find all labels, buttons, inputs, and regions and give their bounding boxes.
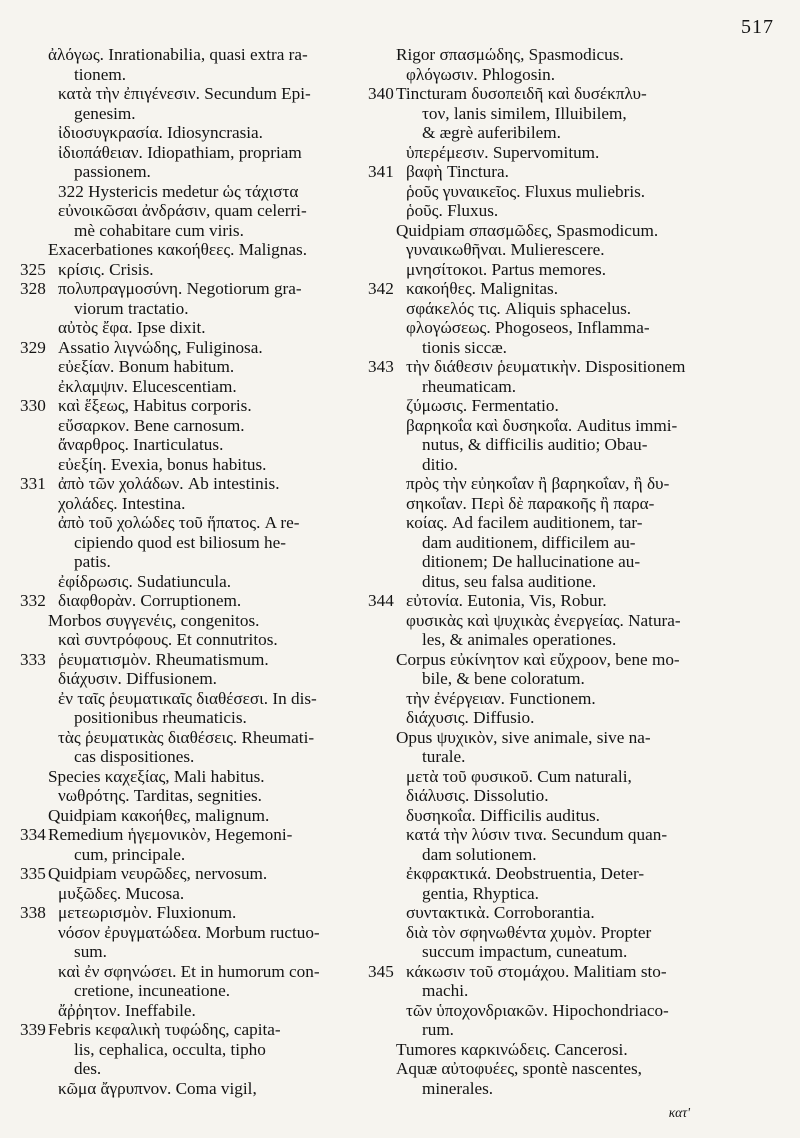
entry-text: succum impactum, cuneatum. [422,942,628,961]
entry-line [368,318,718,338]
entry-line [368,240,718,260]
entry-line [368,45,718,65]
entry-text: dam auditionem, difficilem au- [422,532,636,552]
entry-line [20,884,365,904]
entry-text: patis. [74,552,111,571]
entry-text: φυσικὰς καὶ ψυχικὰς ἐνεργείας. Natura- [406,610,681,630]
section-number: 332 [20,591,46,610]
entry-line [368,981,718,1001]
entry-line [368,455,718,475]
entry-text: καὶ ἐν σφηνώσει. Et in humorum con- [58,961,320,981]
entry-line [20,903,365,923]
entry-text: ἐκλαμψιν. Elucescentiam. [58,376,237,396]
entry-text: σηκοΐαν. Περὶ δὲ παρακοῆς ἢ παρα- [406,493,655,513]
entry-text: passionem. [74,162,151,181]
entry-line [368,1059,718,1079]
entry-line [20,84,365,104]
entry-line [368,84,718,104]
section-number: 339 [20,1020,46,1039]
entry-text: positionibus rheumaticis. [74,708,247,727]
entry-line [20,104,365,124]
entry-text: tionis siccæ. [422,337,507,357]
section-number: 331 [20,474,46,493]
catchword: κατ' [668,1105,690,1120]
entry-text: cipiendo quod est biliosum he- [74,532,286,552]
entry-text: εὐνοικῶσαι ἀνδράσιν, quam celerri- [58,201,307,220]
entry-line [20,279,365,299]
entry-line [368,435,718,455]
entry-line [20,260,365,280]
entry-line [20,162,365,182]
section-number: 345 [368,961,394,981]
entry-line [20,455,365,475]
entry-text: ἄῤῥητον. Ineffabile. [58,1000,196,1020]
entry-line [368,533,718,553]
entry-line [20,65,365,85]
entry-line [20,318,365,338]
entry-text: cretione, incuneatione. [74,981,231,1000]
entry-text: Tincturam δυσοπειδῆ καὶ δυσέκπλυ- [396,84,647,103]
entry-text: νωθρότης. Tarditas, segnities. [58,786,262,805]
entry-text: les, & animales operationes. [422,630,617,649]
entry-line [20,728,365,748]
entry-line [20,45,365,65]
entry-line [368,845,718,865]
entry-text: ditionem; De hallucinatione au- [422,552,641,571]
entry-text: κακοήθες. Malignitas. [406,279,559,298]
entry-line [20,689,365,709]
entry-line [368,630,718,650]
entry-text: Corpus εὐκίνητον καὶ εὔχροον, bene mo- [396,649,680,669]
entry-text: διάχυσιν. Diffusionem. [58,669,217,688]
section-number: 338 [20,903,46,922]
entry-text: μνησίτοκοι. Partus memores. [406,259,607,279]
entry-text: ἰδιοσυγκρασία. Idiosyncrasia. [58,123,263,142]
entry-line [20,981,365,1001]
entry-line [20,923,365,943]
entry-line [20,513,365,533]
entry-text: φλογώσεως. Phogoseos, Inflamma- [406,318,650,337]
entry-line [368,182,718,202]
entry-text: Rigor σπασμώδης, Spasmodicus. [396,45,624,64]
section-number: 342 [368,279,394,298]
entry-line [368,650,718,670]
entry-text: κοίας. Ad facilem auditionem, tar- [406,513,643,532]
entry-text: δυσηκοΐα. Difficilis auditus. [406,805,600,825]
entry-line [20,708,365,728]
entry-line [20,182,365,202]
entry-text: καὶ συντρόφους. Et connutritos. [58,630,278,649]
entry-text: cum, principale. [74,844,186,864]
entry-line [20,299,365,319]
entry-text: Assatio λιγνώδης, Fuliginosa. [58,337,263,357]
entry-line [368,338,718,358]
entry-line [368,260,718,280]
entry-text: ἐκφρακτικά. Deobstruentia, Deter- [406,864,645,883]
entry-text: τὴν διάθεσιν ῥευματικὴν. Dispositionem [406,357,686,376]
entry-line [368,65,718,85]
entry-line [20,1059,365,1079]
entry-text: κάκωσιν τοῦ στομάχου. Malitiam sto- [406,961,667,981]
entry-line [20,611,365,631]
entry-text: μυξῶδες. Mucosa. [58,883,185,903]
entry-text: νόσον ἐρυγματώδεα. Morbum ructuo- [58,922,320,942]
entry-line [20,143,365,163]
section-number: 333 [20,649,46,669]
entry-text: sum. [74,942,107,961]
entry-text: ἐν ταῖς ῥευματικαῖς διαθέσεσι. In dis- [58,688,317,708]
entry-text: μετὰ τοῦ φυσικοῦ. Cum naturali, [406,766,632,786]
entry-line [20,1079,365,1099]
entry-text: Exacerbationes κακοήθεες. Malignas. [48,240,307,259]
entry-text: bile, & bene coloratum. [422,669,585,688]
entry-line [20,962,365,982]
entry-text: ῥοῦς. Fluxus. [406,201,499,220]
entry-line [368,1001,718,1021]
entry-line [20,1001,365,1021]
entry-text: Remedium ἡγεμονικὸν, Hegemoni- [48,825,293,844]
entry-line [20,747,365,767]
entry-text: mè cohabitare cum viris. [74,220,244,240]
entry-text: Species καχεξίας, Mali habitus. [48,766,265,786]
entry-text: ἀπὸ τοῦ χολώδες τοῦ ἥπατος. A re- [58,513,300,532]
entry-text: πρὸς τὴν εὐηκοΐαν ἢ βαρηκοΐαν, ἢ δυ- [406,474,670,493]
entry-line [368,123,718,143]
entry-line [368,221,718,241]
entry-line [368,1020,718,1040]
entry-text: διάλυσις. Dissolutio. [406,786,549,805]
entry-text: cas dispositiones. [74,747,195,766]
entry-text: κατὰ τὴν ἐπιγένεσιν. Secundum Epi- [58,84,311,103]
entry-text: σφάκελός τις. Aliquis sphacelus. [406,298,632,318]
entry-text: des. [74,1059,102,1078]
entry-line [368,162,718,182]
entry-text: διάχυσις. Diffusio. [406,708,535,727]
entry-line [20,396,365,416]
entry-line [368,864,718,884]
entry-line [20,377,365,397]
entry-line [368,299,718,319]
entry-text: τον, lanis similem, Illuibilem, [422,103,627,123]
entry-line [20,474,365,494]
entry-text: τῶν ὑποχονδριακῶν. Hipochondriaco- [406,1000,669,1020]
section-number: 330 [20,396,46,415]
entry-line [368,396,718,416]
entry-line [20,338,365,358]
entry-line [368,728,718,748]
entry-text: tionem. [74,64,127,84]
entry-line [20,435,365,455]
entry-line [20,864,365,884]
entry-text: κατά τὴν λύσιν τινα. Secundum quan- [406,825,668,844]
entry-line [368,767,718,787]
entry-text: ἄναρθρος. Inarticulatus. [58,435,224,454]
entry-line [20,533,365,553]
entry-text: Febris κεφαλικὴ τυφώδης, capita- [48,1020,281,1039]
entry-line [368,669,718,689]
entry-line [368,377,718,397]
entry-text: καὶ ἕξεως, Habitus corporis. [58,396,252,415]
entry-text: dam solutionem. [422,844,537,864]
entry-line [368,552,718,572]
entry-line [368,143,718,163]
section-number: 341 [368,162,394,181]
entry-line [20,591,365,611]
entry-line [20,416,365,436]
entry-line [20,650,365,670]
entry-line [20,767,365,787]
entry-text: εὐτονία. Eutonia, Vis, Robur. [406,591,607,610]
section-number: 335 [20,864,46,883]
entry-text: κῶμα ἄγρυπνον. Coma vigil, [58,1078,257,1098]
entry-text: genesim. [74,103,136,123]
entry-line [20,221,365,241]
entry-line [368,416,718,436]
entry-line [368,903,718,923]
entry-line [368,747,718,767]
entry-text: φλόγωσιν. Phlogosin. [406,64,556,84]
section-number: 329 [20,337,46,357]
entry-text: ζύμωσις. Fermentatio. [406,396,559,415]
section-number: 343 [368,357,394,376]
entry-text: εὐεξίη. Evexia, bonus habitus. [58,454,267,474]
entry-line [20,845,365,865]
entry-text: Quidpiam κακοήθες, malignum. [48,805,270,825]
left-column [20,45,365,1098]
entry-line [368,962,718,982]
entry-text: ἐφίδρωσις. Sudatiuncula. [58,571,232,591]
entry-line [368,923,718,943]
entry-line [368,1040,718,1060]
entry-line [20,942,365,962]
entry-text: κρίσις. Crisis. [58,259,154,279]
entry-line [20,1020,365,1040]
entry-text: Quidpiam νευρῶδες, nervosum. [48,864,268,883]
entry-line [368,279,718,299]
section-number: 328 [20,279,46,298]
entry-line [20,825,365,845]
entry-line [20,806,365,826]
entry-text: ἀπὸ τῶν χολάδων. Ab intestinis. [58,474,280,493]
entry-text: gentia, Rhyptica. [422,883,539,903]
entry-line [368,689,718,709]
entry-text: συντακτικὰ. Corroborantia. [406,903,595,922]
entry-text: αὐτὸς ἔφα. Ipse dixit. [58,318,206,337]
entry-line [368,884,718,904]
entry-line [20,240,365,260]
entry-line [20,552,365,572]
entry-line [368,357,718,377]
entry-text: 322 Hystericis medetur ὡς τάχιστα [58,181,299,201]
entry-line [368,786,718,806]
entry-line [368,806,718,826]
entry-text: γυναικωθῆναι. Mulierescere. [406,240,605,259]
entry-text: μετεωρισμὸν. Fluxionum. [58,903,237,922]
entry-text: Opus ψυχικὸν, sive animale, sive na- [396,727,651,747]
entry-line [368,474,718,494]
entry-line [368,104,718,124]
entry-text: εὔσαρκον. Bene carnosum. [58,415,245,435]
entry-line [368,708,718,728]
entry-text: viorum tractatio. [74,298,189,318]
entry-text: rum. [422,1020,454,1039]
entry-line [20,1040,365,1060]
section-number: 340 [368,84,394,103]
entry-text: ῥευματισμὸν. Rheumatismum. [58,649,269,669]
right-column [368,45,718,1098]
entry-text: ἀλόγως. Inrationabilia, quasi extra ra- [48,45,308,64]
entry-text: ditus, seu falsa auditione. [422,571,597,591]
entry-text: ditio. [422,454,458,474]
entry-text: διαφθορὰν. Corruptionem. [58,591,242,610]
entry-text: minerales. [422,1078,494,1098]
entry-text: πολυπραγμοσύνη. Negotiorum gra- [58,279,302,298]
entry-text: nutus, & difficilis auditio; Obau- [422,435,648,454]
entry-text: βαφὴ Tinctura. [406,162,509,181]
section-number: 325 [20,259,46,279]
entry-text: ἰδιοπάθειαν. Idiopathiam, propriam [58,142,302,162]
entry-line [368,513,718,533]
entry-text: Tumores καρκινώδεις. Cancerosi. [396,1039,628,1059]
entry-line [20,630,365,650]
entry-text: ὑπερέμεσιν. Supervomitum. [406,142,600,162]
entry-text: τὰς ῥευματικὰς διαθέσεις. Rheumati- [58,727,315,747]
entry-line [368,572,718,592]
entry-line [368,494,718,514]
entry-text: βαρηκοΐα καὶ δυσηκοΐα. Auditus immi- [406,415,678,435]
entry-text: τὴν ἐνέργειαν. Functionem. [406,688,596,708]
entry-text: Quidpiam σπασμῶδες, Spasmodicum. [396,220,659,240]
entry-line [368,611,718,631]
entry-text: lis, cephalica, occulta, tipho [74,1039,266,1059]
entry-text: Aquæ αὐτοφυέες, spontè nascentes, [396,1059,642,1078]
entry-line [20,357,365,377]
entry-text: Morbos συγγενέις, congenitos. [48,610,260,630]
section-number: 344 [368,591,394,610]
entry-text: turale. [422,747,466,766]
entry-text: διὰ τὸν σφηνωθέντα χυμὸν. Propter [406,922,652,942]
page-number: 517 [741,16,774,38]
entry-line [20,669,365,689]
entry-text: machi. [422,981,469,1000]
entry-line [20,201,365,221]
entry-line [20,786,365,806]
entry-line [20,572,365,592]
entry-text: χολάδες. Intestina. [58,493,186,513]
entry-line [20,123,365,143]
entry-text: εὐεξίαν. Bonum habitum. [58,357,235,376]
entry-line [368,942,718,962]
entry-line [368,201,718,221]
entry-line [368,1079,718,1099]
entry-line [368,591,718,611]
entry-line [20,494,365,514]
entry-text: rheumaticam. [422,376,517,396]
section-number: 334 [20,825,46,844]
entry-line [368,825,718,845]
entry-text: ῥοῦς γυναικεῖος. Fluxus muliebris. [406,181,646,201]
entry-text: & ægrè auferibilem. [422,123,561,142]
